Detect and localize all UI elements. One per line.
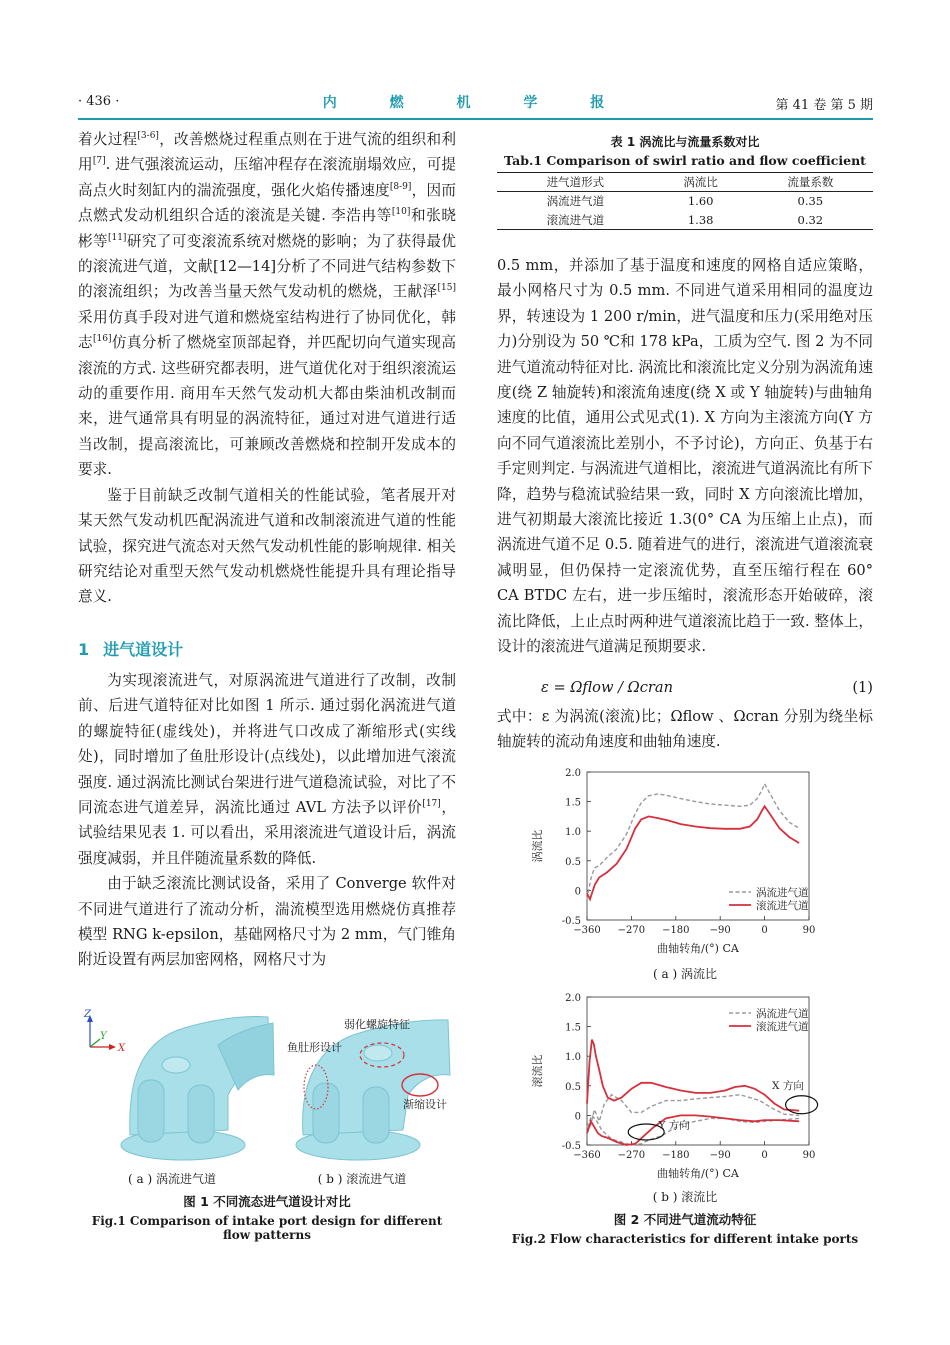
table-cell: 0.32	[797, 212, 824, 227]
x-tick-label: −90	[709, 925, 731, 936]
x-tick-label: −180	[662, 1150, 690, 1161]
table1-grid	[497, 172, 873, 230]
figure1-caption-en: Fig.1 Comparison of intake port design for different flow patterns	[91, 1214, 443, 1242]
table1	[497, 133, 873, 230]
paragraph: 鉴于目前缺乏改制气道相关的性能试验，笔者展开对某天然气发动机匹配涡流进气道和改制滚流进气道的性能试验，探究进气流态对天然气发动机性能的影响规律. 相关研究结论对重型天然气发动机燃烧性能提升具有理论指导意义.	[78, 486, 456, 606]
table-cell: 1.60	[687, 194, 714, 209]
x-axis-label: 曲轴转角/(°) CA	[657, 1167, 739, 1180]
axis-triad	[83, 1009, 126, 1054]
figure1-caption-zh: 图 1 不同流态进气道设计对比	[183, 1194, 351, 1209]
equation-expression: ε = Ωflow / Ωcran	[541, 679, 673, 696]
table-cell: 0.35	[797, 194, 824, 209]
chart-tumble-box	[497, 987, 873, 1187]
figure1-caption	[78, 1192, 456, 1242]
table1-caption-zh: 表 1 涡流比与流量系数对比	[610, 135, 760, 149]
right-column	[497, 253, 873, 660]
paragraph: 着火过程[3-6]，改善燃烧过程重点则在于进气流的组织和利用[7]. 进气强滚流运动，压缩冲程存在滚流崩塌效应，可提高点火时刻缸内的湍流强度，强化火焰传播速度[8-9]，因而点燃式发动机组织合适的滚流是关键. 李浩冉等[10]和张晓彬等[11]研究了可变滚流系统对燃烧的影响；为了获得最优的滚流进气道，文献[12—14]分析了不同进气结构参数下的滚流组织；为改善当量天然气发动机的燃烧，王献泽[15]采用仿真手段对进气道和燃烧室结构进行了协同优化，韩志[16]仿真分析了燃烧室顶部起脊，并匹配切向气道实现高滚流的方式. 这些研究都表明，进气道优化对于组织滚流运动的重要作用. 商用车天然气发动机大都由柴油机改制而来，进气通常具有明显的涡流特征，通过对进气道进行适当改制，提高滚流比，可兼顾改善燃烧和控制开发成本的要求.	[78, 131, 456, 479]
header-rule	[78, 118, 873, 120]
paragraph: 0.5 mm，并添加了基于温度和速度的网格自适应策略，最小网格尺寸为 0.5 mm. 不同进气道采用相同的温度边界，转速设为 1 200 r/min，进气温度和压力(采用绝对压力)分别设为 50 ℃和 178 kPa，工质为空气. 图 2 为不同进气道流动特征对比. 涡流比和滚流比定义分别为涡流角速度(绕 Z 轴旋转)和滚流角速度(绕 X 或 Y 轴旋转)与曲轴角速度的比值，通用公式见式(1). X 方向为主滚流方向(Y 方向不同气道滚流比差别小，不予讨论)，方向正、负基于右手定则判定. 与涡流进气道相比，滚流进气道涡流比有所下降，趋势与稳流试验结果一致，同时 X 方向滚流比增加，进气初期最大滚流比接近 1.3(0° CA 为压缩上止点)，而涡流进气道不足 0.5. 随着进气的进行，滚流进气道滚流衰减明显，但仍保持一定滚流优势，直至压缩行程在 60° CA BTDC 左右，进一步压缩时，滚流形态开始破碎，滚流比降低，上止点时两种进气道滚流比趋于一致. 整体上，设计的滚流进气道满足预期要求.	[497, 257, 873, 656]
series-line	[587, 1040, 799, 1111]
table-cell: 1.38	[687, 212, 714, 227]
series-line	[587, 784, 799, 900]
y-tick-label: 0.5	[565, 1081, 581, 1093]
y-tick-label: 1.5	[565, 1022, 581, 1034]
table-header-row	[497, 173, 873, 192]
table-header-cell: 涡流比	[683, 175, 718, 189]
citation: [17]	[422, 799, 441, 810]
section-heading	[78, 637, 183, 660]
legend-label: 滚流进气道	[756, 1021, 809, 1033]
y-axis-label: 滚流比	[531, 1054, 544, 1088]
axis-y-label: Y	[100, 1031, 107, 1042]
legend-label: 涡流进气道	[756, 1008, 809, 1020]
y-tick-label: 0	[574, 886, 581, 898]
table-header-cell: 进气道形式	[546, 175, 605, 189]
paragraph: 式中：ε 为涡流(滚流)比；Ωflow 、Ωcran 分别为绕坐标轴旋转的流动角速度和曲轴角速度.	[497, 708, 873, 751]
figure2-sub-b: ( b ) 滚流比	[652, 1190, 718, 1204]
right-column-after-eq	[497, 704, 873, 755]
table1-caption-en: Tab.1 Comparison of swirl ratio and flow coefficient	[504, 153, 866, 168]
port-a-swirl	[121, 1017, 274, 1160]
y-tick-label: 1.0	[565, 1052, 581, 1064]
table-row	[497, 192, 873, 211]
axis-z-label: Z	[84, 1009, 91, 1020]
citation: [15]	[437, 283, 456, 294]
figure1-sub-a: ( a ) 涡流进气道	[128, 1172, 216, 1186]
paragraph: 由于缺乏滚流比测试设备，采用了 Converge 软件对不同进气道进行了流动分析，湍流模型选用燃烧仿真推荐模型 RNG k-epsilon，基础网格尺寸为 2 mm，气门锥角附近设置有两层加密网格，网格尺寸为	[78, 875, 456, 969]
citation: [10]	[391, 207, 411, 218]
figure2-sub-a: ( a ) 涡流比	[653, 967, 717, 981]
y-tick-label: 1.5	[565, 797, 581, 809]
running-header	[78, 92, 873, 114]
equation-number: (1)	[852, 679, 873, 696]
x-tick-label: 90	[802, 1150, 816, 1161]
citation: [7]	[92, 156, 106, 167]
section-number: 1	[78, 640, 90, 659]
volume-issue: 第 41 卷 第 5 期	[775, 98, 873, 113]
y-tick-label: -0.5	[561, 916, 581, 927]
x-direction-mark	[786, 1096, 818, 1114]
x-tick-label: −270	[617, 925, 646, 936]
y-tick-label: -0.5	[561, 1141, 581, 1152]
chart-swirl-box	[497, 762, 873, 962]
left-column-section	[78, 668, 456, 973]
x-tick-label: −180	[662, 925, 690, 936]
chart-swirl	[497, 762, 873, 962]
section-title: 进气道设计	[103, 640, 184, 659]
spiral-label: 弱化螺旋特征	[344, 1018, 410, 1031]
figure2-caption-zh: 图 2 不同进气道流动特征	[613, 1212, 757, 1227]
figure1-sub-b: ( b ) 滚流进气道	[317, 1172, 407, 1186]
x-tick-label: 0	[761, 925, 768, 936]
x-tick-label: −360	[573, 1150, 601, 1161]
y-tick-label: 0	[574, 1111, 581, 1123]
series-line	[587, 806, 799, 899]
axis-x-label: X	[118, 1043, 126, 1054]
citation: [8-9]	[389, 181, 412, 192]
series-line	[587, 1095, 799, 1134]
table-cell: 滚流进气道	[546, 212, 605, 227]
table-cell: 涡流进气道	[546, 194, 605, 209]
series-line	[587, 1115, 799, 1145]
journal-title: 内 燃 机 学 报	[322, 95, 629, 111]
x-tick-label: −90	[709, 1150, 731, 1161]
x-axis-label: 曲轴转角/(°) CA	[657, 942, 739, 955]
taper-label: 渐缩设计	[403, 1098, 447, 1111]
x-tick-label: −360	[573, 925, 601, 936]
x-tick-label: 0	[761, 1150, 768, 1161]
legend-label: 涡流进气道	[756, 887, 809, 899]
y-tick-label: 2.0	[565, 768, 581, 779]
y-tick-label: 2.0	[565, 993, 581, 1004]
figure2-caption	[497, 1210, 873, 1246]
left-column	[78, 127, 456, 610]
y-tick-label: 1.0	[565, 827, 581, 839]
x-tick-label: 90	[802, 925, 816, 936]
legend-label: 滚流进气道	[756, 900, 809, 912]
figure2-caption-en: Fig.2 Flow characteristics for different intake ports	[511, 1232, 859, 1246]
y-tick-label: 0.5	[565, 856, 581, 868]
citation: [3-6]	[137, 131, 159, 141]
belly-label: 鱼肚形设计	[287, 1041, 342, 1054]
chart-tumble	[497, 987, 873, 1187]
figure1-illustration	[78, 1005, 456, 1170]
x-direction-label: X 方向	[772, 1079, 804, 1092]
citation: [11]	[107, 232, 127, 243]
y-direction-label: Y 方向	[658, 1119, 690, 1132]
citation: [16]	[92, 334, 112, 345]
table-header-cell: 流量系数	[787, 175, 834, 189]
y-axis-label: 涡流比	[531, 829, 544, 863]
paragraph: 为实现滚流进气，对原涡流进气道进行了改制，改制前、后进气道特征对比如图 1 所示. 通过弱化涡流进气道的螺旋特征(虚线处)，并将进气口改成了渐缩形式(实线处)，同时增加了鱼肚形设计(点线处)，以此增加进气滚流强度. 通过涡流比测试台架进行进气道稳流试验，对比了不同流态进气道差异，涡流比通过 AVL 方法予以评价[17]，试验结果见表 1. 可以看出，采用滚流进气道设计后，涡流强度减弱，并且伴随流量系数的降低.	[78, 672, 456, 867]
page-number: · 436 ·	[78, 94, 120, 109]
table-row	[497, 211, 873, 230]
x-tick-label: −270	[617, 1150, 646, 1161]
